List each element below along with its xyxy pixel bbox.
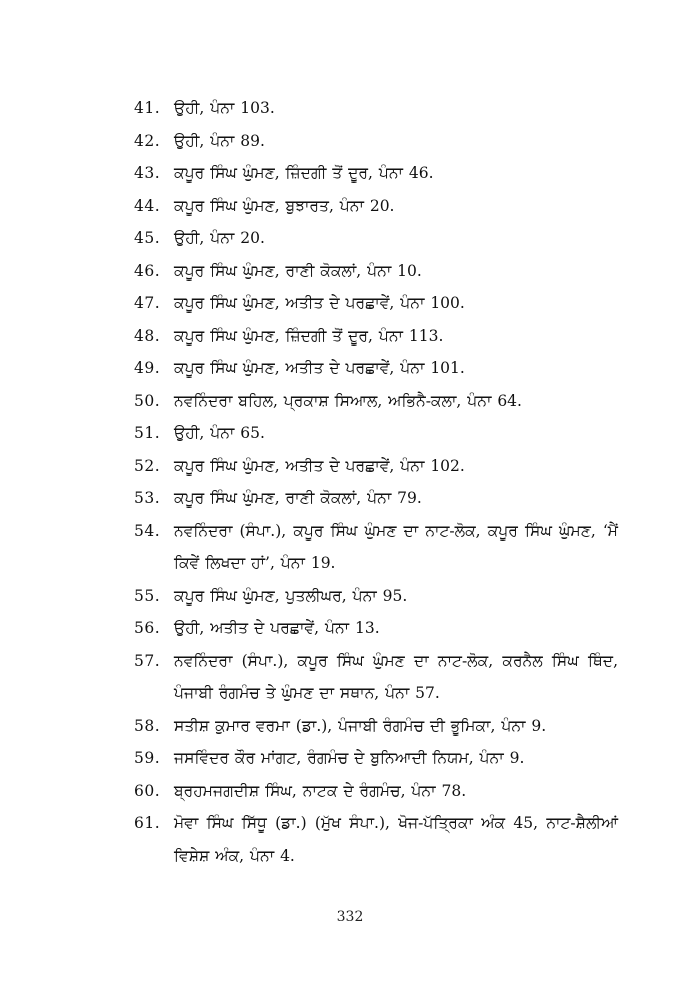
note-number: 60. [134,781,161,800]
list-item [134,742,618,775]
list-item [134,417,618,450]
note-text: ਉਹੀ, ਪੰਨਾ 103. [174,99,275,117]
note-number: 52. [134,456,161,475]
list-item [134,320,618,353]
list-item [134,515,618,580]
list-item [134,482,618,515]
note-text: ਕਪੂਰ ਸਿੰਘ ਘੁੰਮਣ, ਰਾਣੀ ਕੋਕਲਾਂ, ਪੰਨਾ 79. [174,489,422,507]
note-number: 43. [134,164,161,182]
note-text: ਕਪੂਰ ਸਿੰਘ ਘੁੰਮਣ, ਬੁਝਾਰਤ, ਪੰਨਾ 20. [174,196,395,215]
note-text: ਕਪੂਰ ਸਿੰਘ ਘੁੰਮਣ, ਅਤੀਤ ਦੇ ਪਰਛਾਵੇਂ, ਪੰਨਾ 101. [174,359,465,377]
list-item [134,612,618,645]
list-item [134,710,618,743]
note-text: ਸਤੀਸ਼ ਕੁਮਾਰ ਵਰਮਾ (ਡਾ.), ਪੰਜਾਬੀ ਰੰਗਮੰਚ ਦੀ ਭੂਮਿਕਾ, ਪੰਨਾ 9. [174,716,547,735]
note-number: 59. [134,749,161,767]
note-number: 49. [134,359,161,377]
note-number: 44. [134,196,161,215]
note-text: ਕਪੂਰ ਸਿੰਘ ਘੁੰਮਣ, ਜ਼ਿੰਦਗੀ ਤੋਂ ਦੂਰ, ਪੰਨਾ 46. [174,164,434,182]
note-text: ਉਹੀ, ਪੰਨਾ 65. [174,424,265,442]
note-text: ਉਹੀ, ਪੰਨਾ 20. [174,229,265,247]
note-text: ਨਵਨਿੰਦਰਾ (ਸੰਪਾ.), ਕਪੂਰ ਸਿੰਘ ਘੁੰਮਣ ਦਾ ਨਾਟ-ਲੋਕ, ਕਰਨੈਲ ਸਿੰਘ ਥਿੰਦ, ਪੰਜਾਬੀ ਰੰਗਮੰਚ ਤੇ ਘੁੰਮਣ ਦਾ ਸਥਾਨ, ਪੰਨਾ 57. [174,651,618,702]
note-number: 45. [134,229,161,247]
list-item [134,775,618,808]
note-text: ਜਸਵਿੰਦਰ ਕੌਰ ਮਾਂਗਟ, ਰੰਗਮੰਚ ਦੇ ਬੁਨਿਆਦੀ ਨਿਯਮ, ਪੰਨਾ 9. [174,749,525,767]
list-item [134,125,618,158]
note-number: 58. [134,716,161,735]
note-text: ਕਪੂਰ ਸਿੰਘ ਘੁੰਮਣ, ਰਾਣੀ ਕੋਕਲਾਂ, ਪੰਨਾ 10. [174,261,422,280]
list-item [134,580,618,613]
note-number: 50. [134,391,161,410]
note-number: 56. [134,619,161,637]
endnotes-list [134,92,618,872]
note-text: ਕਪੂਰ ਸਿੰਘ ਘੁੰਮਣ, ਜ਼ਿੰਦਗੀ ਤੋਂ ਦੂਰ, ਪੰਨਾ 113. [174,326,444,345]
note-number: 51. [134,424,161,442]
page-number: 332 [336,909,364,925]
note-text: ਬ੍ਰਹਮਜਗਦੀਸ਼ ਸਿੰਘ, ਨਾਟਕ ਦੇ ਰੰਗਮੰਚ, ਪੰਨਾ 78. [174,781,467,800]
list-item [134,807,618,872]
note-text: ਨਵਨਿੰਦਰਾ (ਸੰਪਾ.), ਕਪੂਰ ਸਿੰਘ ਘੁੰਮਣ ਦਾ ਨਾਟ-ਲੋਕ, ਕਪੂਰ ਸਿੰਘ ਘੁੰਮਣ, ‘ਮੈਂ ਕਿਵੇਂ ਲਿਖਦਾ ਹਾਂ’, ਪੰਨਾ 19. [174,521,618,572]
list-item [134,352,618,385]
note-number: 42. [134,131,161,150]
note-number: 46. [134,261,161,280]
list-item [134,190,618,223]
list-item [134,92,618,125]
note-text: ਉਹੀ, ਪੰਨਾ 89. [174,131,265,150]
note-text: ਕਪੂਰ ਸਿੰਘ ਘੁੰਮਣ, ਅਤੀਤ ਦੇ ਪਰਛਾਵੇਂ, ਪੰਨਾ 100. [174,294,465,312]
note-number: 54. [134,521,161,540]
note-number: 55. [134,586,161,605]
note-number: 41. [134,99,161,117]
note-number: 61. [134,814,161,832]
note-text: ਨਵਨਿੰਦਰਾ ਬਹਿਲ, ਪ੍ਰਕਾਸ਼ ਸਿਆਲ, ਅਭਿਨੈ-ਕਲਾ, ਪੰਨਾ 64. [174,391,522,410]
note-number: 53. [134,489,161,507]
note-text: ਮੋਵਾ ਸਿੰਘ ਸਿੱਧੂ (ਡਾ.) (ਮੁੱਖ ਸੰਪਾ.), ਖੋਜ-ਪੱਤ੍ਰਿਕਾ ਅੰਕ 45, ਨਾਟ-ਸ਼ੈਲੀਆਂ ਵਿਸ਼ੇਸ਼ ਅੰਕ, ਪੰਨਾ 4. [174,814,618,865]
list-item [134,222,618,255]
note-number: 48. [134,326,161,345]
note-text: ਕਪੂਰ ਸਿੰਘ ਘੁੰਮਣ, ਅਤੀਤ ਦੇ ਪਰਛਾਵੇਂ, ਪੰਨਾ 102. [174,456,465,475]
list-item [134,645,618,710]
note-text: ਕਪੂਰ ਸਿੰਘ ਘੁੰਮਣ, ਪੁਤਲੀਘਰ, ਪੰਨਾ 95. [174,586,408,605]
list-item [134,287,618,320]
list-item [134,385,618,418]
note-text: ਉਹੀ, ਅਤੀਤ ਦੇ ਪਰਛਾਵੇਂ, ਪੰਨਾ 13. [174,619,380,637]
list-item [134,255,618,288]
note-number: 47. [134,294,161,312]
list-item [134,157,618,190]
note-number: 57. [134,651,161,670]
list-item [134,450,618,483]
